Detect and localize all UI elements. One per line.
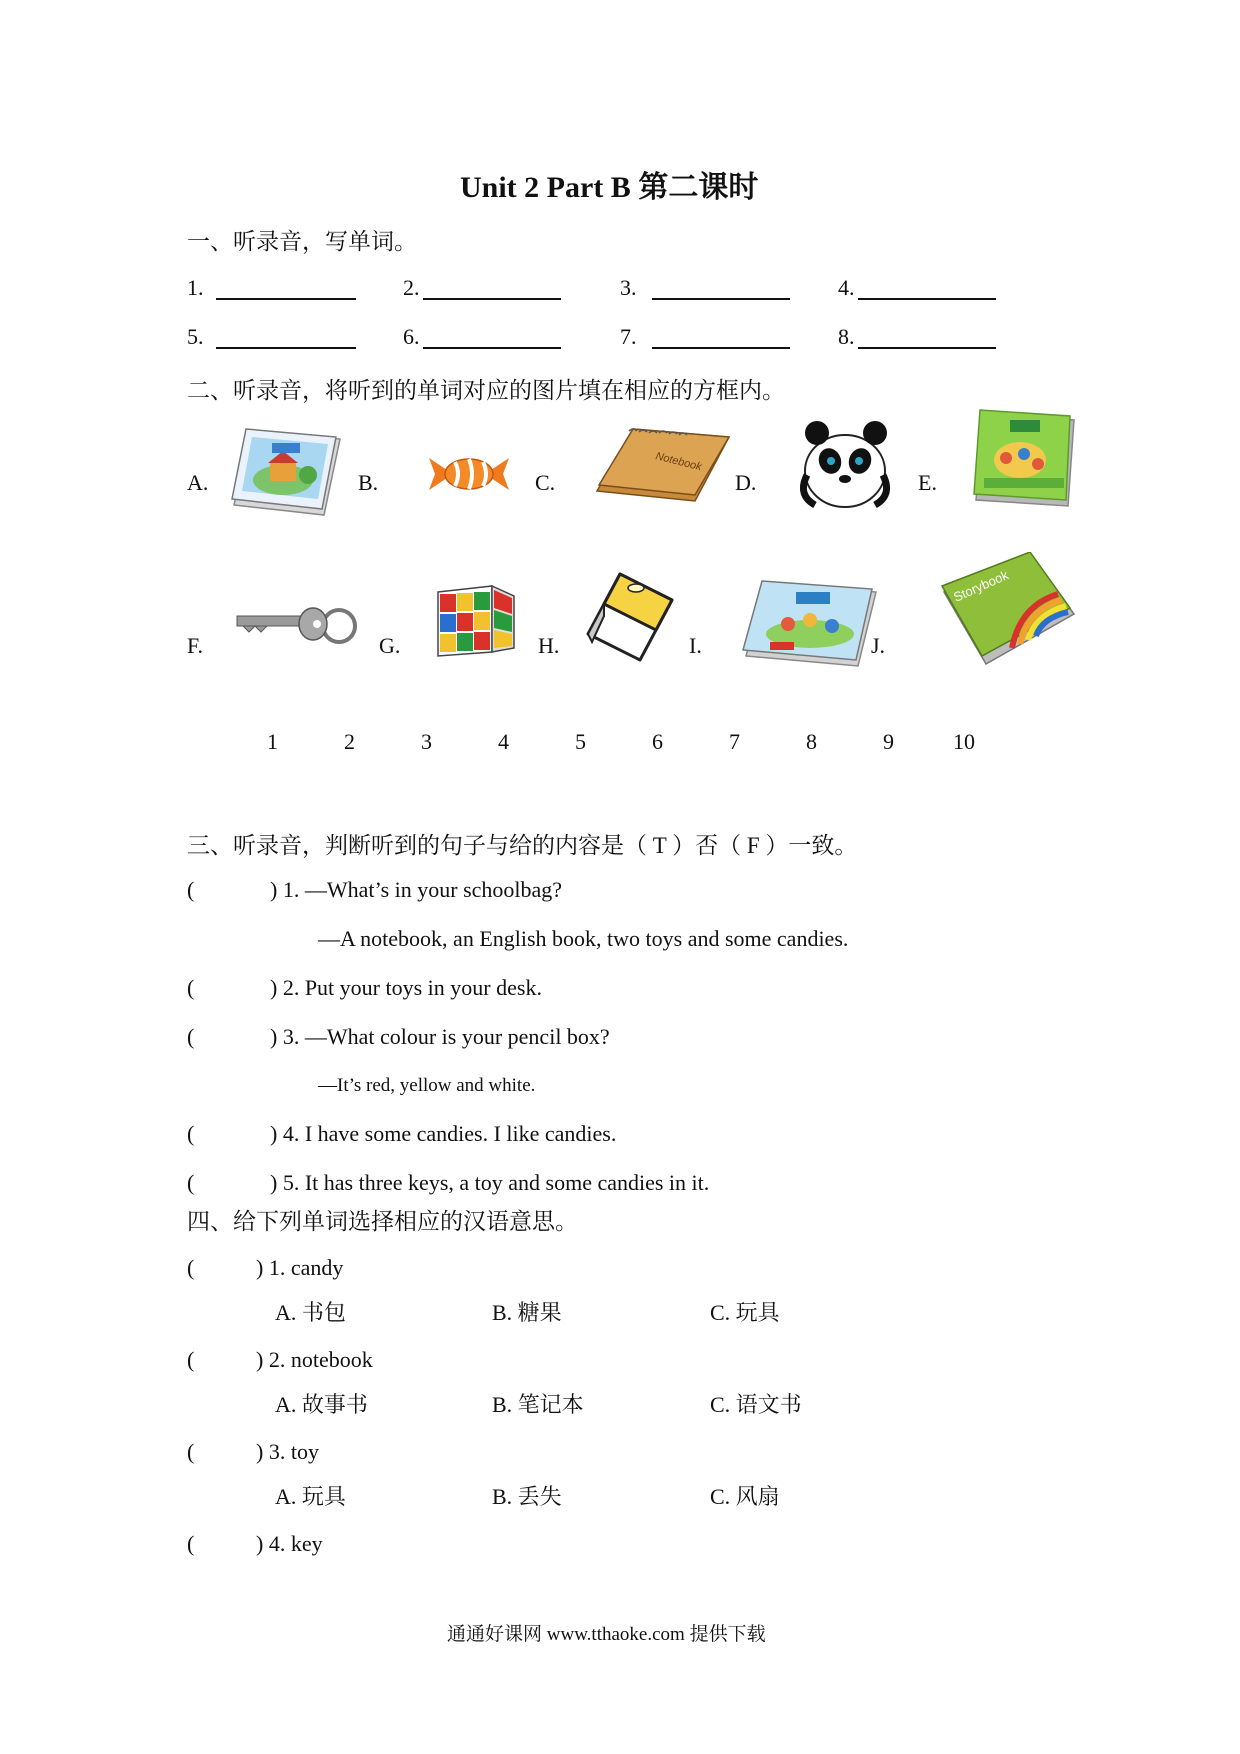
tf-paren-open-1: ( (187, 877, 195, 902)
answer-number-7: 7 (729, 729, 740, 754)
blank-line-5 (216, 347, 356, 349)
section-4-heading: 四、给下列单词选择相应的汉语意思。 (187, 1209, 578, 1234)
choice-3-option-b: B. 丢失 (492, 1484, 562, 1509)
blank-line-3 (652, 298, 790, 300)
picture-label-f: F. (187, 633, 203, 658)
page-footer: 通通好课网 www.tthaoke.com 提供下载 (447, 1624, 766, 1645)
blank-line-6 (423, 347, 561, 349)
picture-label-c: C. (535, 470, 556, 495)
blank-line-4 (858, 298, 996, 300)
chinese-book-image (228, 425, 346, 520)
picture-label-g: G. (379, 633, 401, 658)
answer-number-3: 3 (421, 729, 432, 754)
section-3-heading: 三、听录音，判断听到的句子与给的内容是（ T ）否（ F ）一致。 (187, 833, 858, 858)
cube-toy-image (430, 578, 520, 660)
blank-label-5: 5. (187, 324, 204, 349)
blank-line-8 (858, 347, 996, 349)
blank-label-6: 6. (403, 324, 420, 349)
section-2-heading: 二、听录音，将听到的单词对应的图片填在相应的方框内。 (187, 378, 785, 403)
tf-sentence-1-answer: —A notebook, an English book, two toys and some candies. (318, 926, 849, 951)
candy-image (425, 448, 513, 498)
answer-number-6: 6 (652, 729, 663, 754)
eraser-image (580, 570, 680, 666)
storybook-cover-text: Storybook (951, 567, 1011, 605)
choice-paren-open-1: ( (187, 1255, 195, 1280)
answer-number-8: 8 (806, 729, 817, 754)
choice-2-option-c: C. 语文书 (710, 1392, 802, 1417)
page-title: Unit 2 Part B 第二课时 (460, 171, 759, 204)
storybook-image (940, 552, 1076, 668)
choice-paren-open-3: ( (187, 1439, 195, 1464)
answer-number-10: 10 (953, 729, 975, 754)
notebook-image (593, 425, 733, 505)
blank-label-2: 2. (403, 275, 420, 300)
tf-sentence-3: ) 3. —What colour is your pencil box? (270, 1024, 610, 1049)
tf-paren-open-3: ( (187, 1024, 195, 1049)
answer-number-1: 1 (267, 729, 278, 754)
tf-sentence-5: ) 5. It has three keys, a toy and some candies in it. (270, 1170, 710, 1195)
answer-number-2: 2 (344, 729, 355, 754)
choice-3-option-c: C. 风扇 (710, 1484, 780, 1509)
tf-paren-open-4: ( (187, 1121, 195, 1146)
panda-bag-image (795, 415, 895, 510)
choice-3-option-a: A. 玩具 (275, 1484, 346, 1509)
notebook-cover-text: Notebook (654, 450, 703, 474)
maths-book-image (740, 578, 880, 670)
key-image (233, 600, 359, 650)
picture-label-a: A. (187, 470, 209, 495)
english-book-image (970, 408, 1078, 510)
picture-label-i: I. (689, 633, 702, 658)
answer-number-5: 5 (575, 729, 586, 754)
picture-label-b: B. (358, 470, 379, 495)
tf-paren-open-5: ( (187, 1170, 195, 1195)
choice-paren-open-4: ( (187, 1531, 195, 1556)
tf-sentence-3-answer: —It’s red, yellow and white. (318, 1075, 536, 1096)
choice-question-2: ) 2. notebook (256, 1347, 373, 1372)
tf-paren-open-2: ( (187, 975, 195, 1000)
blank-line-7 (652, 347, 790, 349)
choice-question-4: ) 4. key (256, 1531, 323, 1556)
answer-number-9: 9 (883, 729, 894, 754)
blank-label-4: 4. (838, 275, 855, 300)
tf-sentence-4: ) 4. I have some candies. I like candies. (270, 1121, 617, 1146)
picture-label-e: E. (918, 470, 937, 495)
choice-question-3: ) 3. toy (256, 1439, 319, 1464)
choice-2-option-b: B. 笔记本 (492, 1392, 584, 1417)
blank-label-7: 7. (620, 324, 637, 349)
answer-number-4: 4 (498, 729, 509, 754)
blank-label-1: 1. (187, 275, 204, 300)
choice-paren-open-2: ( (187, 1347, 195, 1372)
picture-label-d: D. (735, 470, 757, 495)
picture-label-h: H. (538, 633, 560, 658)
section-1-heading: 一、听录音，写单词。 (187, 229, 417, 254)
choice-1-option-a: A. 书包 (275, 1300, 346, 1325)
choice-1-option-b: B. 糖果 (492, 1300, 562, 1325)
blank-label-8: 8. (838, 324, 855, 349)
blank-line-1 (216, 298, 356, 300)
picture-label-j: J. (871, 633, 886, 658)
choice-question-1: ) 1. candy (256, 1255, 344, 1280)
tf-sentence-2: ) 2. Put your toys in your desk. (270, 975, 542, 1000)
blank-line-2 (423, 298, 561, 300)
tf-sentence-1: ) 1. —What’s in your schoolbag? (270, 877, 563, 902)
choice-2-option-a: A. 故事书 (275, 1392, 368, 1417)
blank-label-3: 3. (620, 275, 637, 300)
choice-1-option-c: C. 玩具 (710, 1300, 780, 1325)
